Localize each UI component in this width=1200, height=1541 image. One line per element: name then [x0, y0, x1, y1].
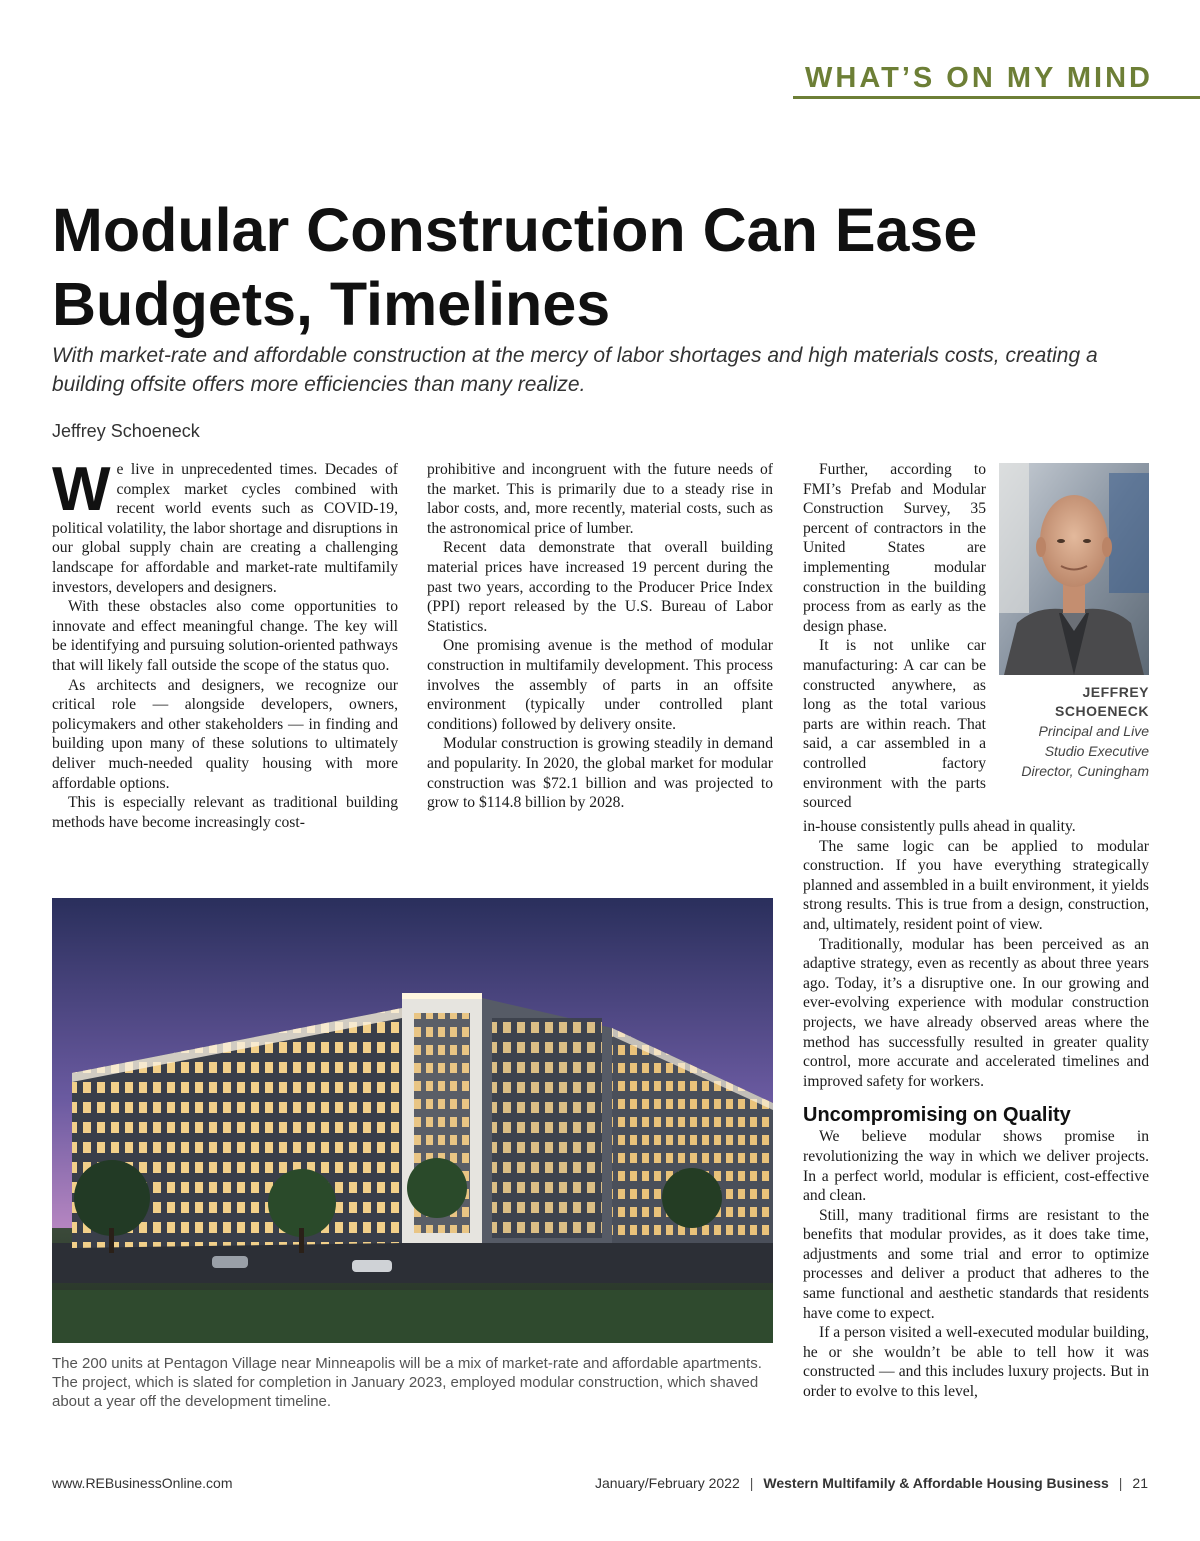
headline: Modular Construction Can Ease Budgets, Timelines: [52, 196, 978, 338]
column-3-narrow: [803, 460, 986, 813]
paragraph: This is especially relevant as traditional building methods have become increasingly cost-: [52, 794, 398, 831]
paragraph: With these obstacles also come opportunities to innovate and effect meaningful change. The key will be identifying and pursuing solution-oriented pathways that will likely fall outside the scope of the status quo.: [52, 598, 398, 674]
footer-url[interactable]: www.REBusinessOnline.com: [52, 1475, 233, 1491]
paragraph: Traditionally, modular has been perceived as an adaptive strategy, even as recently as about three years ago. Today, it’s a disruptive one. In our growing and ever-evolving experience with modular construction projects, we have already observed areas where the method has successfully resulted in greater quality control, more accurate and accelerated timelines and improved safety for workers.: [803, 935, 1149, 1090]
paragraph: Modular construction is growing steadily in demand and popularity. In 2020, the global market for modular construction was $72.1 billion and was projected to grow to $114.8 billion by 2028.: [427, 735, 773, 812]
paragraph: Recent data demonstrate that overall building material prices have increased 19 percent during the past two years, according to the Producer Price Index (PPI) report released by the U.S. Bureau of Labor Statistics.: [427, 539, 773, 635]
author-photo: [999, 463, 1149, 675]
paragraph: As architects and designers, we recognize our critical role — alongside developers, owners, policymakers and other stakeholders — in finding and building upon many of these solutions to ultimately deliver much-needed quality housing with more affordable options.: [52, 676, 398, 792]
paragraph: It is not unlike car manufacturing: A car can be constructed anywhere, as long as the total various parts are within reach. That said, a car assembled in a controlled factory environment with the parts sourced: [803, 637, 986, 812]
paragraph: We believe modular shows promise in revolutionizing the way in which we deliver projects. In a perfect world, modular is efficient, cost-effective and clean.: [803, 1128, 1149, 1205]
paragraph: Still, many traditional firms are resistant to the benefits that modular provides, as it does take time, adjustments and some trial and error to optimize processes and deliver a product that adheres to the same functional and aesthetic standards that residents have come to expect.: [803, 1206, 1149, 1322]
footer-separator: |: [1118, 1475, 1123, 1491]
footer-info: [595, 1474, 1148, 1492]
author-title: Principal and Live Studio Executive Director, Cuningham: [1021, 723, 1149, 779]
section-title: WHAT’S ON MY MIND: [805, 62, 1153, 94]
paragraph: prohibitive and incongruent with the future needs of the market. This is primarily due to a steady rise in labor costs, and, more recently, material costs, such as the astronomical price of lumber.: [427, 461, 773, 537]
paragraph: One promising avenue is the method of modular construction in multifamily development. This process involves the assembly of parts in an offsite environment (typically under controlled plant conditions) followed by delivery onsite.: [427, 637, 773, 733]
drop-cap: W: [52, 455, 111, 524]
photo-caption: The 200 units at Pentagon Village near Minneapolis will be a mix of market-rate and affordable apartments. The project, which is slated for completion in January 2023, employed modular construction, which shaved about a year off the development timeline.: [52, 1355, 762, 1410]
column-1: [52, 455, 398, 832]
column-3: [803, 817, 1149, 1402]
deck: With market-rate and affordable construction at the mercy of labor shortages and high materials costs, creating a building offsite offers more efficiencies than many realize.: [52, 344, 1098, 396]
paragraph-text: e live in unprecedented times. Decades of complex market cycles combined with recent world events such as COVID-19, political volatility, the labor shortage and disruptions in our global supply chain are creating a challenging landscape for affordable and market-rate multifamily investors, developers and designers.: [52, 461, 398, 596]
paragraph: Further, according to FMI’s Prefab and Modular Construction Survey, 35 percent of contractors in the United States are implementing modular construction in the building process from as early as the design phase.: [803, 461, 986, 635]
paragraph: The same logic can be applied to modular construction. If you have everything strategically planned and assembled in a built environment, it yields strong results. This is true from a design, construction, and, ultimately, resident point of view.: [803, 837, 1149, 933]
paragraph: [52, 455, 398, 597]
byline: Jeffrey Schoeneck: [52, 421, 200, 441]
section-rule: [793, 96, 1200, 99]
paragraph: in-house consistently pulls ahead in quality.: [803, 818, 1076, 835]
author-name: JEFFREY SCHOENECK: [1055, 684, 1149, 719]
footer-separator: |: [749, 1475, 754, 1491]
paragraph: If a person visited a well-executed modular building, he or she wouldn’t be able to tell how it was constructed — and this includes luxury projects. But in order to evolve to this level,: [803, 1324, 1149, 1401]
page-number: 21: [1132, 1475, 1148, 1491]
building-photo: [52, 898, 773, 1343]
column-2: [427, 460, 773, 813]
footer-issue: January/February 2022: [594, 1475, 740, 1491]
subhead: Uncompromising on Quality: [803, 1104, 1071, 1127]
footer-publication: Western Multifamily & Affordable Housing Business: [763, 1475, 1109, 1491]
